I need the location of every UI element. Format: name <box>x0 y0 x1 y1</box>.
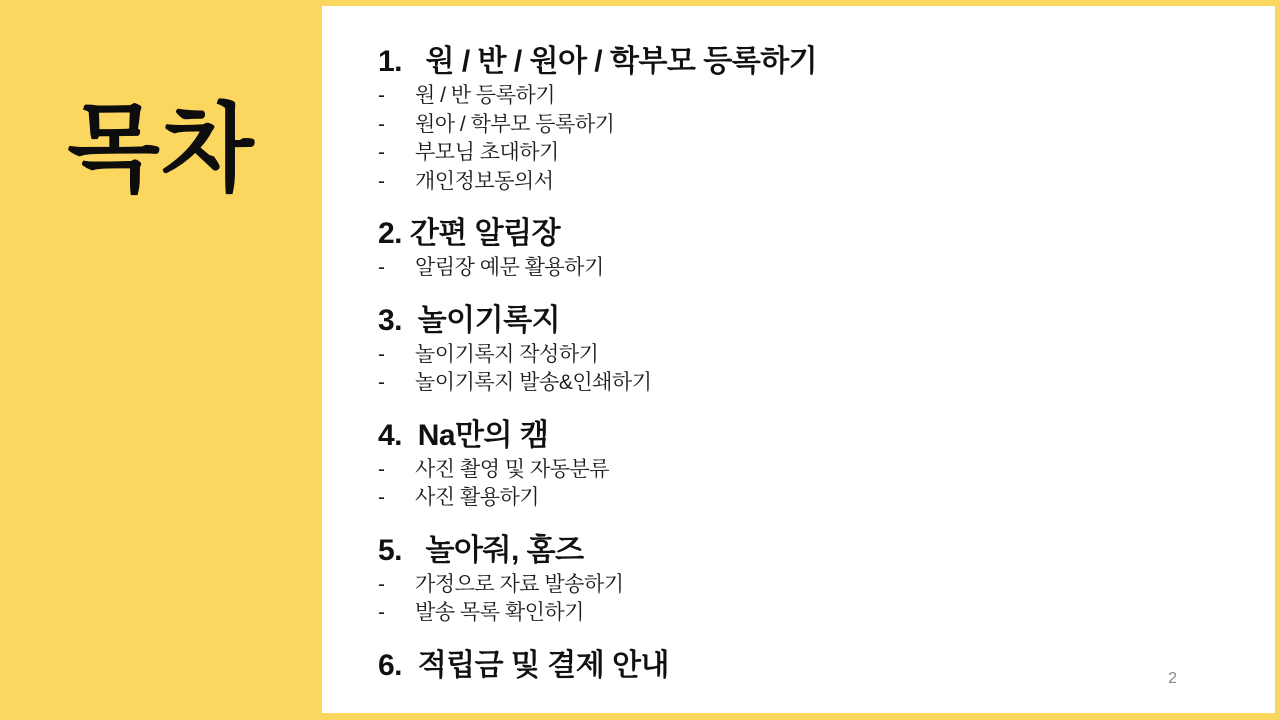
dash-bullet: - <box>378 256 385 279</box>
toc-sub-item <box>378 369 1275 398</box>
toc-sub-item <box>378 139 1275 168</box>
toc-section-5 <box>378 531 1275 628</box>
dash-bullet: - <box>378 457 385 481</box>
toc-sub-label: 가정으로 자료 발송하기 <box>415 572 624 596</box>
toc-section-1 <box>378 42 1275 196</box>
toc-section-6 <box>378 646 1275 686</box>
toc-sub-item <box>378 341 1275 370</box>
toc-sub-label: 사진 활용하기 <box>415 486 540 509</box>
toc-sub-label: 알림장 예문 활용하기 <box>415 256 604 279</box>
dash-bullet: - <box>378 169 385 193</box>
toc-sub-label: 발송 목록 확인하기 <box>415 601 584 624</box>
toc-sub-label: 사진 촬영 및 자동분류 <box>415 457 610 481</box>
toc-section-2 <box>378 214 1275 283</box>
toc-sub-item <box>378 168 1275 197</box>
page-title: 목차 <box>67 96 255 203</box>
toc-sub-item <box>378 456 1275 485</box>
toc-sub-item <box>378 111 1275 140</box>
toc-sub-item <box>378 571 1275 600</box>
toc-section-heading: 5. 놀아줘, 홈즈 <box>378 533 584 567</box>
toc-sub-label: 부모님 초대하기 <box>415 141 559 164</box>
toc-sub-label: 원 / 반 등록하기 <box>415 84 556 107</box>
dash-bullet: - <box>378 112 385 136</box>
toc-sub-label: 개인정보동의서 <box>415 169 554 193</box>
toc-sub-item <box>378 484 1275 513</box>
content-panel <box>322 6 1275 713</box>
dash-bullet: - <box>378 84 385 107</box>
toc-section-3 <box>378 301 1275 398</box>
dash-bullet: - <box>378 486 385 509</box>
toc-section-heading: 3. 놀이기록지 <box>378 303 561 337</box>
toc-sub-label: 놀이기록지 발송&인쇄하기 <box>415 371 652 394</box>
title-panel <box>0 0 322 720</box>
toc-list <box>322 6 1275 686</box>
toc-section-heading: 6. 적립금 및 결제 안내 <box>378 648 670 682</box>
toc-sub-label: 원아 / 학부모 등록하기 <box>415 112 615 136</box>
dash-bullet: - <box>378 342 385 366</box>
dash-bullet: - <box>378 371 385 394</box>
page-number: 2 <box>1168 670 1177 687</box>
toc-sub-item <box>378 599 1275 628</box>
toc-section-heading: 1. 원 / 반 / 원아 / 학부모 등록하기 <box>378 45 818 78</box>
toc-sub-item <box>378 82 1275 111</box>
dash-bullet: - <box>378 572 385 596</box>
toc-section-heading: 4. Na만의 캠 <box>378 418 549 452</box>
toc-sub-item <box>378 254 1275 283</box>
toc-section-heading: 2. 간편 알림장 <box>378 217 561 250</box>
dash-bullet: - <box>378 601 385 624</box>
dash-bullet: - <box>378 141 385 164</box>
toc-sub-label: 놀이기록지 작성하기 <box>415 342 599 366</box>
toc-section-4 <box>378 416 1275 513</box>
